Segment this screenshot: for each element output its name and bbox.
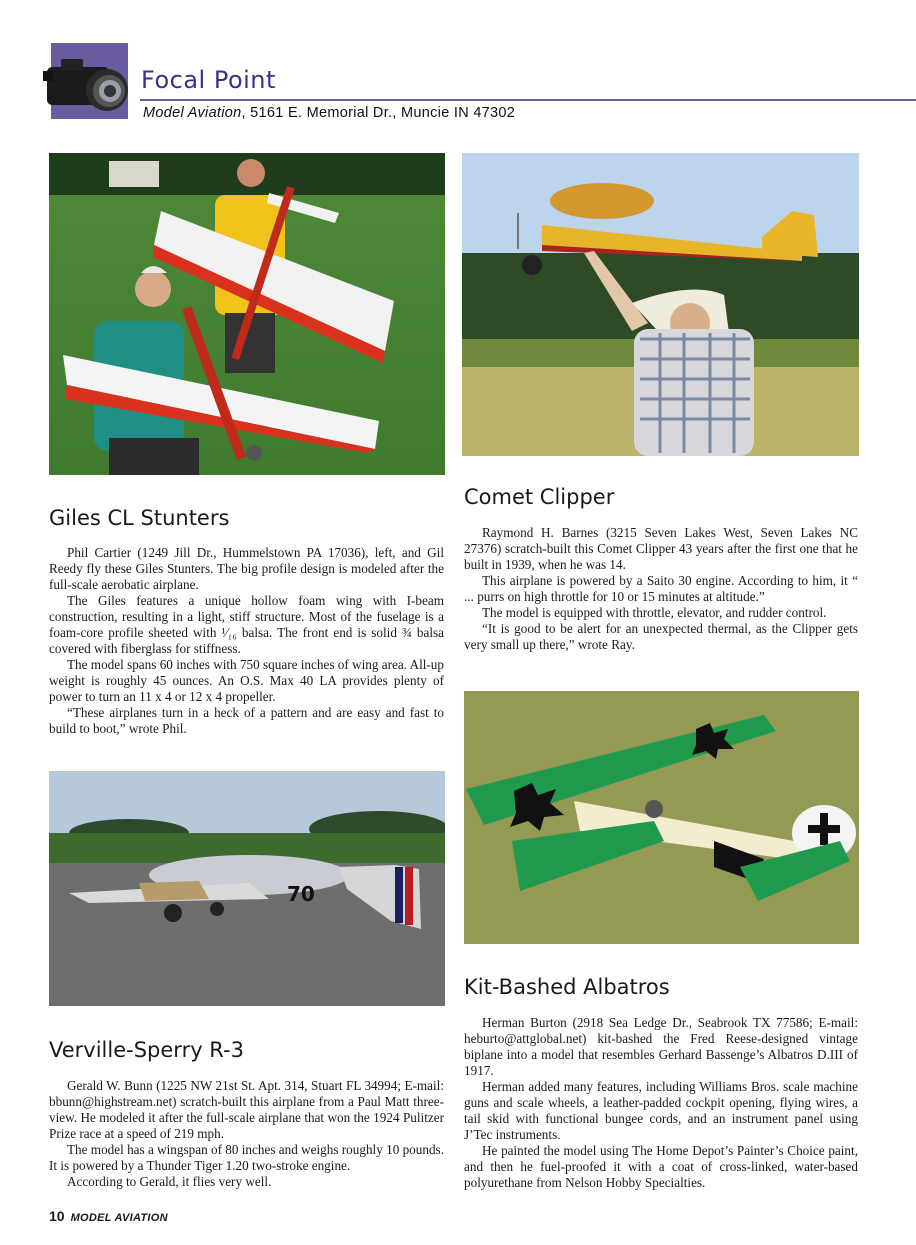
heading-comet: Comet Clipper	[464, 485, 615, 509]
camera-logo	[51, 43, 128, 119]
paragraph: Phil Cartier (1249 Jill Dr., Hummelstown PA 17036), left, and Gil Reedy fly these Giles Stunters. The big profile design is modeled after the full-scale aerobatic airplane.	[49, 545, 444, 592]
photo-giles-stunters	[49, 153, 445, 475]
photo-comet-clipper	[462, 153, 859, 456]
paragraph: Herman Burton (2918 Sea Ledge Dr., Seabrook TX 77586; E-mail: heburto@attglobal.net) kit-bashed the Fred Reese-designed vintage biplane into a model that resembles Gerhard Bassenge’s Albatros D.III of 1917.	[464, 1015, 858, 1078]
heading-giles: Giles CL Stunters	[49, 506, 230, 530]
header-divider	[140, 99, 916, 101]
camera-icon	[43, 45, 143, 125]
paragraph: “It is good to be alert for an unexpected thermal, as the Clipper gets very small up there,” wrote Ray.	[464, 621, 858, 652]
page-number: 10	[49, 1208, 65, 1224]
article-giles-body	[49, 545, 444, 737]
page-footer	[49, 1208, 168, 1224]
paragraph: The Giles features a unique hollow foam wing with I-beam construction, resulting in a light, stiff structure. Most of the fuselage is a foam-core profile sheeted with ¹⁄₁₆ balsa. The front end is solid ¾ balsa covered with fiberglass for stiffness.	[49, 593, 444, 656]
paragraph: Gerald W. Bunn (1225 NW 21st St. Apt. 314, Stuart FL 34994; E-mail: bbunn@highstream.net) scratch-built this airplane from a Paul Matt three-view. He modeled it after the full-scale airplane that won the 1924 Pulitzer Prize race at a speed of 219 mph.	[49, 1078, 444, 1141]
paragraph: Herman added many features, including Williams Bros. scale machine guns and scale wheels, a leather-padded cockpit opening, flying wires, a tail skid with functional bungee cords, and an instrument panel using J’Tec instruments.	[464, 1079, 858, 1142]
heading-verville: Verville-Sperry R-3	[49, 1038, 244, 1062]
address-magazine: Model Aviation	[143, 105, 242, 121]
paragraph: This airplane is powered by a Saito 30 engine. According to him, it “ ... purrs on high throttle for 10 or 15 minutes at altitude.”	[464, 573, 858, 604]
header-address	[143, 105, 515, 121]
paragraph: The model spans 60 inches with 750 square inches of wing area. All-up weight is roughly 45 ounces. An O.S. Max 40 LA provides plenty of power to turn an 11 x 4 or 12 x 4 propeller.	[49, 657, 444, 704]
verville-race-number: 70	[287, 882, 315, 906]
address-text: , 5161 E. Memorial Dr., Muncie IN 47302	[241, 105, 516, 121]
page-title: Focal Point	[141, 66, 276, 94]
paragraph: According to Gerald, it flies very well.	[67, 1174, 272, 1189]
paragraph: “These airplanes turn in a heck of a pattern and are easy and fast to build to boot,” wrote Phil.	[49, 705, 444, 736]
heading-albatros: Kit-Bashed Albatros	[464, 975, 670, 999]
paragraph: Raymond H. Barnes (3215 Seven Lakes West, Seven Lakes NC 27376) scratch-built this Comet Clipper 43 years after the first one that he built in 1939, when he was 14.	[464, 525, 858, 572]
footer-magazine-name: MODEL AVIATION	[70, 1212, 168, 1224]
paragraph: The model has a wingspan of 80 inches and weighs roughly 10 pounds. It is powered by a Thunder Tiger 1.20 two-stroke engine.	[49, 1142, 444, 1173]
paragraph: He painted the model using The Home Depot’s Painter’s Choice paint, and then he fuel-proofed it with a coat of cross-linked, water-based polyurethane from Nelson Hobby Specialties.	[464, 1143, 858, 1190]
photo-albatros	[464, 691, 859, 944]
article-verville-body	[49, 1078, 444, 1190]
photo-verville-sperry	[49, 771, 445, 1006]
article-albatros-body	[464, 1015, 858, 1191]
article-comet-body	[464, 525, 858, 653]
paragraph: The model is equipped with throttle, elevator, and rudder control.	[482, 605, 827, 620]
